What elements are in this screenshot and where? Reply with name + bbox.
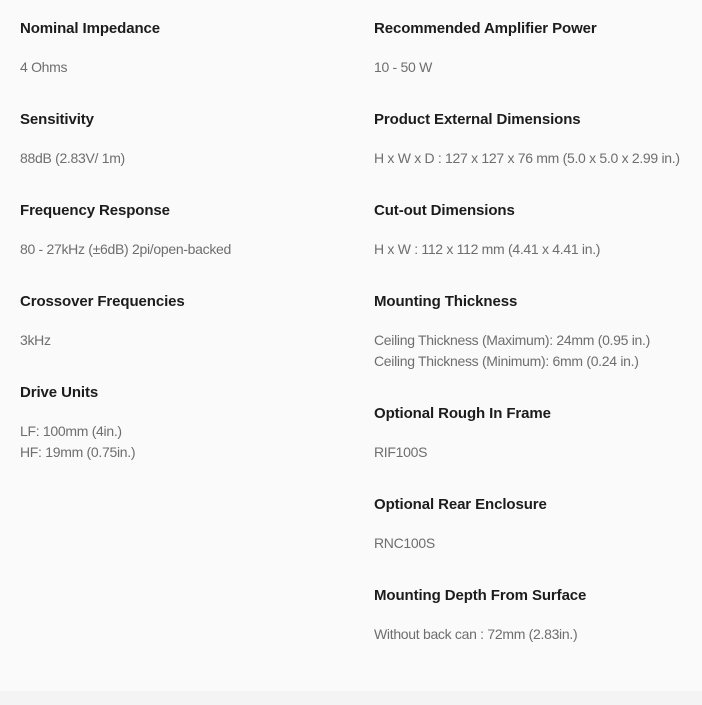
spec-label: Recommended Amplifier Power xyxy=(374,20,597,37)
spec-recommended-amplifier-power xyxy=(374,19,694,78)
spec-value xyxy=(374,148,694,169)
spec-column-left xyxy=(20,19,350,495)
spec-product-external-dimensions xyxy=(374,110,694,169)
spec-value-line: 4 Ohms xyxy=(20,59,68,75)
spec-mounting-depth-from-surface xyxy=(374,586,694,645)
spec-label: Mounting Depth From Surface xyxy=(374,587,587,604)
spec-label: Nominal Impedance xyxy=(20,20,161,37)
spec-nominal-impedance xyxy=(20,19,350,78)
spec-value xyxy=(374,533,694,554)
spec-label: Cut-out Dimensions xyxy=(374,202,515,219)
spec-label: Sensitivity xyxy=(20,111,94,128)
spec-frequency-response xyxy=(20,201,350,260)
spec-value xyxy=(20,421,350,463)
spec-label: Product External Dimensions xyxy=(374,111,581,128)
spec-value xyxy=(20,148,350,169)
spec-label: Optional Rough In Frame xyxy=(374,405,551,422)
spec-value-line: 80 - 27kHz (±6dB) 2pi/open-backed xyxy=(20,241,232,257)
spec-value-line: 3kHz xyxy=(20,332,51,348)
spec-column-right xyxy=(374,19,694,677)
spec-value-line: Without back can : 72mm (2.83in.) xyxy=(374,626,578,642)
spec-value-line: RNC100S xyxy=(374,535,435,551)
spec-value xyxy=(20,330,350,351)
spec-crossover-frequencies xyxy=(20,292,350,351)
spec-value-line: Ceiling Thickness (Minimum): 6mm (0.24 in.) xyxy=(374,353,639,369)
spec-value xyxy=(374,239,694,260)
spec-value xyxy=(20,57,350,78)
spec-label: Frequency Response xyxy=(20,202,170,219)
spec-value-line: RIF100S xyxy=(374,444,428,460)
spec-cut-out-dimensions xyxy=(374,201,694,260)
spec-value xyxy=(20,239,350,260)
spec-value xyxy=(374,57,694,78)
spec-value xyxy=(374,330,694,372)
bottom-strip xyxy=(0,691,702,705)
spec-label: Mounting Thickness xyxy=(374,293,518,310)
spec-mounting-thickness xyxy=(374,292,694,372)
spec-value-line: H x W : 112 x 112 mm (4.41 x 4.41 in.) xyxy=(374,241,601,257)
spec-label: Optional Rear Enclosure xyxy=(374,496,547,513)
spec-drive-units xyxy=(20,383,350,463)
spec-value-line: 10 - 50 W xyxy=(374,59,432,75)
spec-value xyxy=(374,624,694,645)
spec-label: Crossover Frequencies xyxy=(20,293,185,310)
spec-value xyxy=(374,442,694,463)
spec-value-line: HF: 19mm (0.75in.) xyxy=(20,444,136,460)
spec-value-line: H x W x D : 127 x 127 x 76 mm (5.0 x 5.0 x 2.99 in.) xyxy=(374,150,680,166)
spec-optional-rough-in-frame xyxy=(374,404,694,463)
spec-sensitivity xyxy=(20,110,350,169)
spec-label: Drive Units xyxy=(20,384,99,401)
spec-value-line: Ceiling Thickness (Maximum): 24mm (0.95 in.) xyxy=(374,332,650,348)
spec-optional-rear-enclosure xyxy=(374,495,694,554)
spec-value-line: 88dB (2.83V/ 1m) xyxy=(20,150,125,166)
spec-value-line: LF: 100mm (4in.) xyxy=(20,423,122,439)
